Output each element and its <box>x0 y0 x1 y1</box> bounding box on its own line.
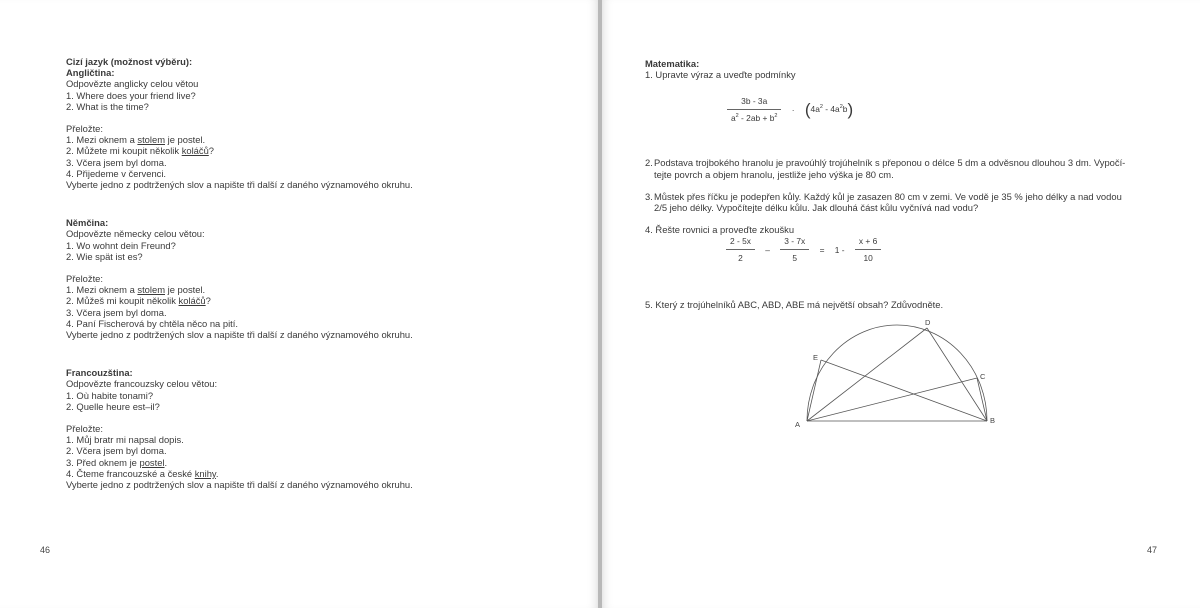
sentence: 1. Můj bratr mi napsal dopis. <box>66 434 184 446</box>
question: 1. Wo wohnt dein Freund? <box>66 239 176 251</box>
translate-label: Přeložte: <box>66 123 103 135</box>
task-1: 1. Upravte výraz a uveďte podmínky <box>645 69 796 81</box>
section-title: Francouzština: <box>66 367 133 379</box>
equation-4: $\frac{2 - 5x}{2}$ – $\frac{3 - 7x}{5}$ = 1 - $\frac{x + 6}{10}$ <box>726 236 881 263</box>
question: 2. What is the time? <box>66 100 149 112</box>
translate-label: Přeložte: <box>66 423 103 435</box>
label-a: A <box>795 420 801 429</box>
task-3: 3.Můstek přes říčku je podepřen kůly. Každý kůl je zasazen 80 cm v zemi. Ve vodě je 35 % jeho délky a nad vodou 2/5 jeho délky. Vypočítejte délku kůlu. Jak dlouhá část kůlu vyčnívá nad vodu? <box>645 190 1122 214</box>
sentence: 1. Mezi oknem a stolem je postel. <box>66 134 206 146</box>
sentence: 4. Čteme francouzské a české knihy. <box>66 467 219 479</box>
question: 1. Where does your friend live? <box>66 89 196 101</box>
label-e: E <box>813 353 819 362</box>
language-column <box>66 56 566 490</box>
task-4: 4. Řešte rovnici a proveďte zkoušku <box>645 224 795 236</box>
question: 2. Quelle heure est–il? <box>66 400 160 412</box>
section-english <box>66 67 566 190</box>
closing-instruction: Vyberte jedno z podtržených slov a napište tři další z daného významového okruhu. <box>66 179 413 191</box>
parenthesized-term: $(4a^2 - 4a^2b)$ <box>804 99 854 119</box>
fraction: $\frac{x + 6}{10}$ <box>855 236 881 263</box>
label-c: C <box>980 372 986 381</box>
label-b: B <box>990 416 996 425</box>
closing-instruction: Vyberte jedno z podtržených slov a napište tři další z daného významového okruhu. <box>66 329 413 341</box>
section-german <box>66 217 566 340</box>
segment-ac <box>807 378 977 421</box>
instruction: Odpovězte německy celou větou: <box>66 228 205 240</box>
instruction: Odpovězte anglicky celou větou <box>66 78 199 90</box>
section-french <box>66 367 566 490</box>
question: 1. Où habite tonami? <box>66 389 154 401</box>
math-column <box>645 58 1155 311</box>
sentence: 4. Přijedeme v červenci. <box>66 167 167 179</box>
page-heading: Cizí jazyk (možnost výběru): <box>66 56 193 67</box>
right-page <box>602 0 1200 608</box>
task-2: 2.Podstava trojbokého hranolu je pravoúhlý trojúhelník s přeponou o délce 5 dm a odvěsnou dlouhou 3 dm. Vypočí- tejte povrch a objem hranolu, jestliže jeho výška je 80 cm. <box>645 157 1126 180</box>
label-d: D <box>925 318 931 327</box>
page-heading: Matematika: <box>645 58 700 69</box>
section-title: Angličtina: <box>66 67 115 79</box>
fraction: $\frac{3b - 3a}{a^2 - 2ab + b^2}$ <box>727 96 781 123</box>
multiply-dot: · <box>791 104 795 115</box>
sentence: 1. Mezi oknem a stolem je postel. <box>66 284 206 296</box>
sentence: 2. Můžeš mi koupit několik koláčů? <box>66 295 211 307</box>
fraction: $\frac{3 - 7x}{5}$ <box>780 236 809 263</box>
translate-label: Přeložte: <box>66 273 103 285</box>
fraction: $\frac{2 - 5x}{2}$ <box>726 236 755 263</box>
sentence: 3. Včera jsem byl doma. <box>66 306 167 318</box>
section-title: Němčina: <box>66 217 109 229</box>
task-5: 5. Který z trojúhelníků ABC, ABD, ABE má největší obsah? Zdůvodněte. <box>645 299 944 311</box>
sentence: 4. Paní Fischerová by chtěla něco na pití. <box>66 317 238 329</box>
question: 2. Wie spät ist es? <box>66 250 143 262</box>
page-number: 47 <box>1147 545 1158 555</box>
sentence: 2. Můžete mi koupit několik koláčů? <box>66 145 215 157</box>
sentence: 2. Včera jsem byl doma. <box>66 445 167 457</box>
segment-cb <box>977 378 987 421</box>
closing-instruction: Vyberte jedno z podtržených slov a napište tři další z daného významového okruhu. <box>66 479 413 491</box>
left-page <box>0 0 598 608</box>
segment-ad <box>807 328 927 421</box>
sentence: 3. Před oknem je postel. <box>66 456 168 468</box>
sentence: 3. Včera jsem byl doma. <box>66 156 167 168</box>
segment-db <box>927 328 987 421</box>
semicircle-arc <box>807 325 987 421</box>
page-number: 46 <box>40 545 51 555</box>
expression-1 <box>727 96 853 123</box>
semicircle-triangles-figure <box>792 316 1002 432</box>
instruction: Odpovězte francouzsky celou větou: <box>66 378 218 390</box>
